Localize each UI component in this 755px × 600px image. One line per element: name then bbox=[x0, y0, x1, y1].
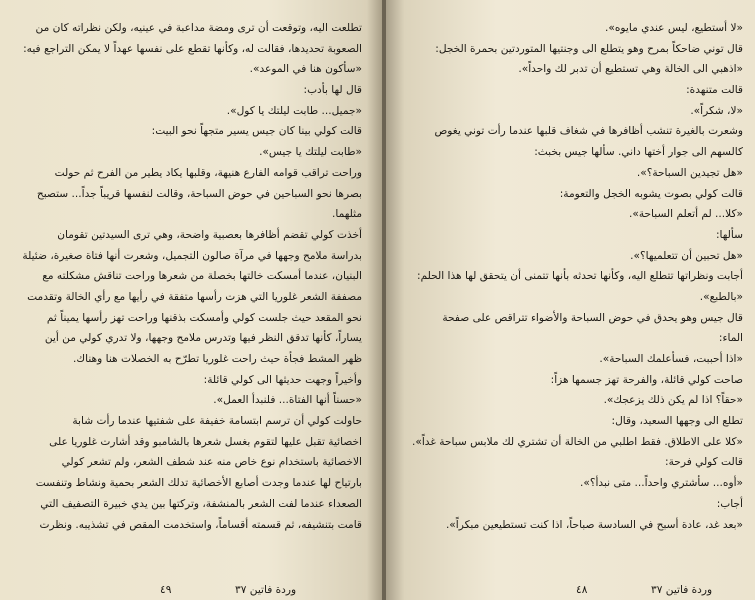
text-line: «حقاً؟ اذا لم يكن ذلك يزعجك». bbox=[603, 394, 743, 407]
text-line: قالت كولي بصوت يشوبه الخجل والتعومة: bbox=[559, 187, 743, 200]
text-line: «حسناً أنها الفتاة... فلنبدأ العمل». bbox=[213, 394, 362, 407]
text-line: «بعد غد، عادة أسبح في السادسة صباحاً، اذا كنت تستطيعين مبكراً». bbox=[445, 518, 743, 531]
text-line: «أوه... سأشتري واحداً... متى نبدأ؟». bbox=[579, 477, 743, 490]
text-line: يساراً، كأنها تدقق النظر فيها وتدرس ملامح وجهها، ولا تدري كولي من أين bbox=[44, 332, 362, 345]
text-line: بصرها نحو السباحين في حوض السباحة، وقالت لنفسها قريباً جداً... ستصبح bbox=[36, 187, 362, 200]
text-line: تطلعت اليه، وتوقعت أن ترى ومضة مداعبة في عينيه، ولكن نظراته كان من bbox=[35, 22, 362, 34]
text-line: وأخيراً وجهت حديثها الى كولي قائلة: bbox=[203, 373, 362, 386]
text-line: تطلع الى وجهها السعيد، وقال: bbox=[611, 415, 743, 428]
right-page-text bbox=[410, 18, 743, 535]
text-line: نحو المقعد حيث جلست كولي وأمسكت بذقنها وراحت تهز رأسها يميناً ثم bbox=[46, 311, 362, 324]
text-line: قال لها بأدب: bbox=[303, 84, 362, 97]
text-line: اخصائية تقبل عليها لتقوم بغسل شعرها بالشامبو وقد أشارت غلوريا على bbox=[49, 435, 362, 448]
page-number: ٤٨ bbox=[576, 584, 588, 596]
text-line: حاولت كولي أن ترسم ابتسامة خفيفة على شفتيها عندما رأت شابة bbox=[72, 415, 362, 428]
text-line: «هل تحبين أن تتعلميها؟». bbox=[630, 249, 743, 262]
text-line: مثلهما. bbox=[332, 208, 362, 221]
text-line: «كلا على الاطلاق. فقط اطلبي من الخالة أن تشتري لك ملابس سباحة غداً». bbox=[412, 435, 743, 448]
text-line: قامت بتنشيفه، ثم قسمته أقساماً، واستخدمت المقص في تشذيبه. ونظرت bbox=[39, 518, 362, 531]
text-line: قالت متنهدة: bbox=[686, 84, 743, 97]
text-line: بارتياح لها عندما وجدت أصابع الأخصائية تدلك الشعر بحمية ونشاط وتنفست bbox=[35, 477, 362, 490]
left-page-text bbox=[18, 18, 362, 535]
text-line: أجاب: bbox=[716, 497, 743, 510]
text-line: قال جيس وهو يحدق في حوض السباحة والأضواء تتراقص على صفحة bbox=[442, 311, 743, 324]
right-page bbox=[386, 0, 755, 600]
text-line: «اذهبي الى الخالة وهي تستطيع أن تدبر لك واحداً». bbox=[518, 63, 743, 76]
text-line: قال توني ضاحكاً بمرح وهو يتطلع الى وجنتيها المتوردتين بحمرة الخجل: bbox=[435, 42, 743, 55]
text-line: «لا، شكراً». bbox=[690, 104, 743, 117]
text-line: ظهر المشط فجأة حيث راحت غلوريا تطرّح به الخصلات هنا وهناك. bbox=[73, 353, 362, 365]
text-line: الماء: bbox=[718, 332, 743, 345]
text-line: «هل تجيدين السباحة؟». bbox=[636, 166, 743, 179]
text-line: صاحت كولي قائلة، والفرحة تهز جسمها هزاً: bbox=[550, 373, 743, 386]
text-line: بدراسة ملامح وجهها في مرآة صالون التجميل، وشعرت أنها فتاة صغيرة، ضئيلة bbox=[22, 249, 362, 262]
text-line: أخذت كولي تقضم أظافرها بعصبية واضحة، وهي ترى السيدتين تقومان bbox=[57, 228, 362, 241]
text-line: الاخصائية باستخدام نوع خاص منه عند شطف الشعر، ولم تشعر كولي bbox=[61, 456, 362, 469]
text-line: مصففة الشعر غلوريا التي هزت رأسها متفقة في رأيها مع رأي الخالة وتقدمت bbox=[27, 290, 362, 303]
text-line: قالت كولي فرحة: bbox=[665, 456, 743, 469]
text-line: أجابت ونظراتها تتطلع اليه، وكأنها تحدثه بأنها تتمنى أن يتحقق لها هذا الحلم: bbox=[417, 270, 743, 283]
text-line: وشعرت بالغيرة تنشب أظافرها في شغاف قلبها عندما رأت توني يغوص bbox=[434, 125, 743, 138]
text-line: وراحت تراقب قوامه الفارع هنيهة، وقلبها يكاد يطير من الفرح ثم حولت bbox=[54, 166, 362, 179]
text-line: «سأكون هنا في الموعد». bbox=[249, 63, 362, 76]
text-line: كالسهم الى جوار أختها داني. سألها جيس بخبث: bbox=[534, 146, 743, 159]
running-title: وردة فاتين ٣٧ bbox=[651, 584, 713, 596]
page-number: ٤٩ bbox=[160, 584, 172, 596]
text-line: «اذا أحببت، فسأعلمك السباحة». bbox=[599, 353, 743, 365]
text-line: «طابت ليلتك يا جيس». bbox=[259, 146, 362, 159]
text-line: قالت كولي بينا كان جيس يسير متجهاً نحو البيت: bbox=[151, 125, 362, 138]
text-line: سألها: bbox=[715, 228, 743, 241]
text-line: الصعوبة تحديدها، فقالت له، وكأنها تقطع على نفسها عهداً لا يمكن التراجع فيه: bbox=[23, 42, 362, 55]
text-line: البنيان، عندما أمسكت خالتها بخصلة من شعرها وراحت تناقش مشكلته مع bbox=[42, 270, 362, 283]
text-line: الصعداء عندما لفت الشعر بالمنشفة، وتركتها بين يدي خبيرة التصفيف التي bbox=[40, 497, 362, 510]
text-line: «كلا... لم أتعلم السباحة». bbox=[628, 208, 743, 221]
text-line: «جميل... طابت ليلتك يا كول». bbox=[226, 104, 362, 117]
text-line: «بالطبع». bbox=[699, 290, 743, 303]
running-title: وردة فاتين ٣٧ bbox=[235, 584, 297, 596]
text-line: «لا أستطيع، ليس عندي مايوه». bbox=[605, 22, 743, 34]
